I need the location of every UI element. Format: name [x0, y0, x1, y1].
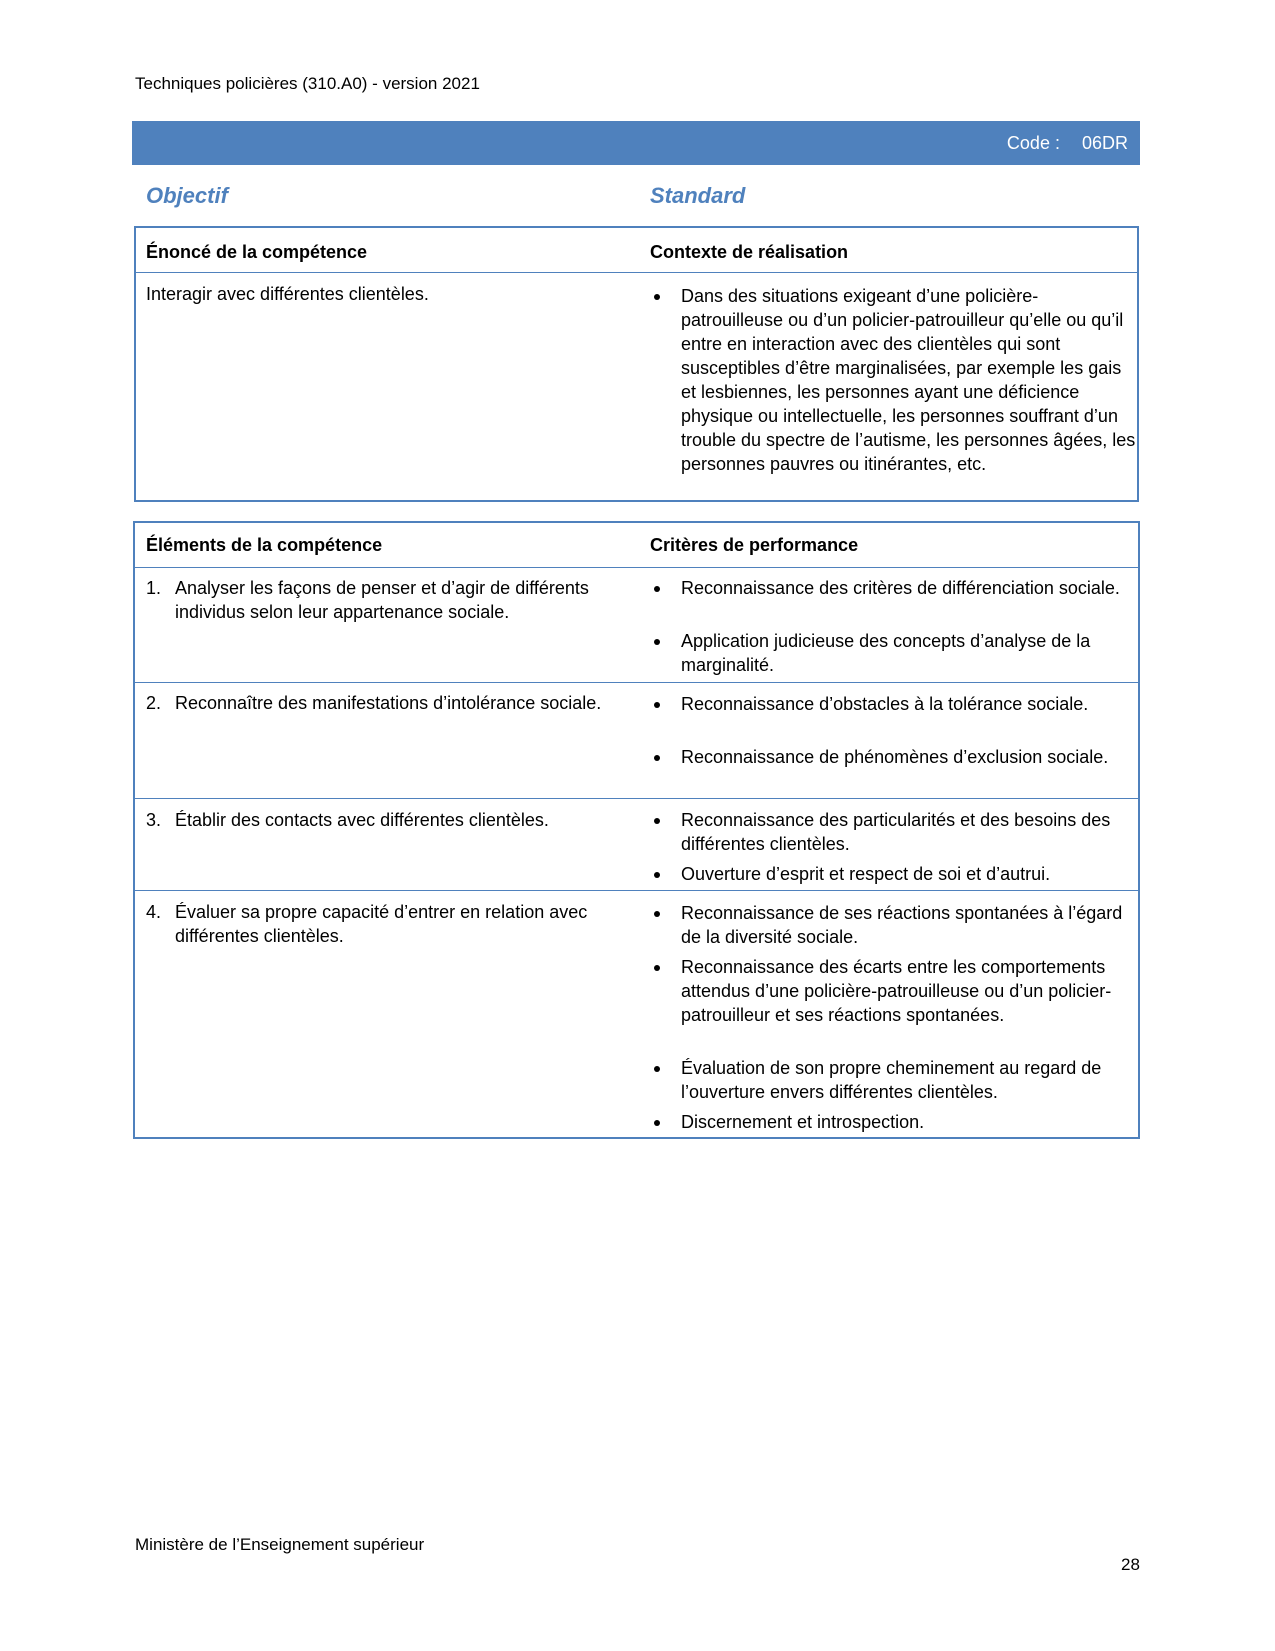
criterion-item — [650, 1110, 1130, 1134]
table-row-divider — [134, 682, 1139, 683]
element-text: Reconnaître des manifestations d’intolérance sociale. — [175, 693, 602, 713]
bullet-icon — [654, 965, 660, 971]
document-header: Techniques policières (310.A0) - version 2021 — [135, 74, 480, 93]
criterion-text: Évaluation de son propre cheminement au regard de l’ouverture envers différentes clientèles. — [681, 1058, 1102, 1102]
element-text: Évaluer sa propre capacité d’entrer en relation avec différentes clientèles. — [175, 902, 588, 946]
element-item — [146, 900, 616, 948]
code-label: Code : — [1006, 133, 1060, 153]
criterion-text: Reconnaissance de ses réactions spontanées à l’égard de la diversité sociale. — [681, 903, 1123, 947]
criterion-item — [650, 862, 1135, 886]
element-number: 1. — [146, 578, 162, 598]
code-band — [132, 121, 1140, 165]
objectif-title: Objectif — [146, 183, 228, 208]
criterion-item — [650, 901, 1130, 949]
criterion-text: Reconnaissance des critères de différenciation sociale. — [681, 578, 1120, 598]
bullet-icon — [654, 702, 660, 708]
criterion-item — [650, 692, 1130, 716]
criterion-text: Reconnaissance des écarts entre les comportements attendus d’une policière-patrouilleuse ou d’un policier-patrouilleur et ses réactions spontanées. — [681, 957, 1112, 1025]
contexte-item — [650, 284, 1138, 476]
criterion-text: Discernement et introspection. — [681, 1112, 925, 1132]
enonce-heading: Énoncé de la compétence — [146, 242, 368, 262]
criteres-heading: Critères de performance — [650, 535, 859, 555]
code-value: 06DR — [1081, 133, 1128, 153]
element-number: 2. — [146, 693, 162, 713]
bullet-icon — [654, 872, 660, 878]
bullet-icon — [654, 639, 660, 645]
competence-divider — [135, 272, 1138, 273]
criterion-item — [650, 808, 1135, 856]
standard-title: Standard — [650, 183, 746, 208]
criterion-text: Reconnaissance d’obstacles à la tolérance sociale. — [681, 694, 1089, 714]
bullet-icon — [654, 755, 660, 761]
criterion-item — [650, 955, 1130, 1027]
contexte-text: Dans des situations exigeant d’une policière-patrouilleuse ou d’un policier-patrouilleur qu’elle ou qu’il entre en interaction avec des clientèles qui sont susceptibles d’être marginalisées, par exemple les gais et lesbiennes, les personnes ayant une déficience physique ou intellectuelle, les personnes souffrant d’un trouble du spectre de l’autisme, les personnes âgées, les personnes pauvres ou itinérantes, etc. — [681, 286, 1136, 474]
criterion-text: Reconnaissance de phénomènes d’exclusion sociale. — [681, 747, 1109, 767]
criterion-text: Reconnaissance des particularités et des besoins des différentes clientèles. — [681, 810, 1111, 854]
criterion-item — [650, 629, 1130, 677]
element-text: Établir des contacts avec différentes clientèles. — [175, 810, 549, 830]
bullet-icon — [654, 911, 660, 917]
enonce-text: Interagir avec différentes clientèles. — [146, 284, 429, 304]
criterion-item — [650, 1056, 1135, 1104]
bullet-icon — [654, 1066, 660, 1072]
criterion-text: Ouverture d’esprit et respect de soi et d’autrui. — [681, 864, 1051, 884]
footer-ministry: Ministère de l’Enseignement supérieur — [135, 1535, 425, 1554]
table-row-divider — [134, 567, 1139, 568]
criterion-item — [650, 576, 1130, 600]
elements-heading: Éléments de la compétence — [146, 535, 383, 555]
bullet-icon — [654, 586, 660, 592]
criterion-text: Application judicieuse des concepts d’analyse de la marginalité. — [681, 631, 1091, 675]
table-row-divider — [134, 890, 1139, 891]
page-number: 28 — [1121, 1555, 1140, 1574]
competency-code — [1007, 133, 1128, 153]
table-row-divider — [134, 798, 1139, 799]
element-item — [146, 808, 636, 832]
element-text: Analyser les façons de penser et d’agir de différents individus selon leur appartenance sociale. — [175, 578, 589, 622]
bullet-icon — [654, 818, 660, 824]
element-item — [146, 576, 616, 624]
element-item — [146, 691, 616, 715]
bullet-icon — [654, 1120, 660, 1126]
element-number: 4. — [146, 902, 162, 922]
element-number: 3. — [146, 810, 162, 830]
criterion-item — [650, 745, 1130, 769]
contexte-heading: Contexte de réalisation — [650, 242, 849, 262]
bullet-icon — [654, 294, 660, 300]
